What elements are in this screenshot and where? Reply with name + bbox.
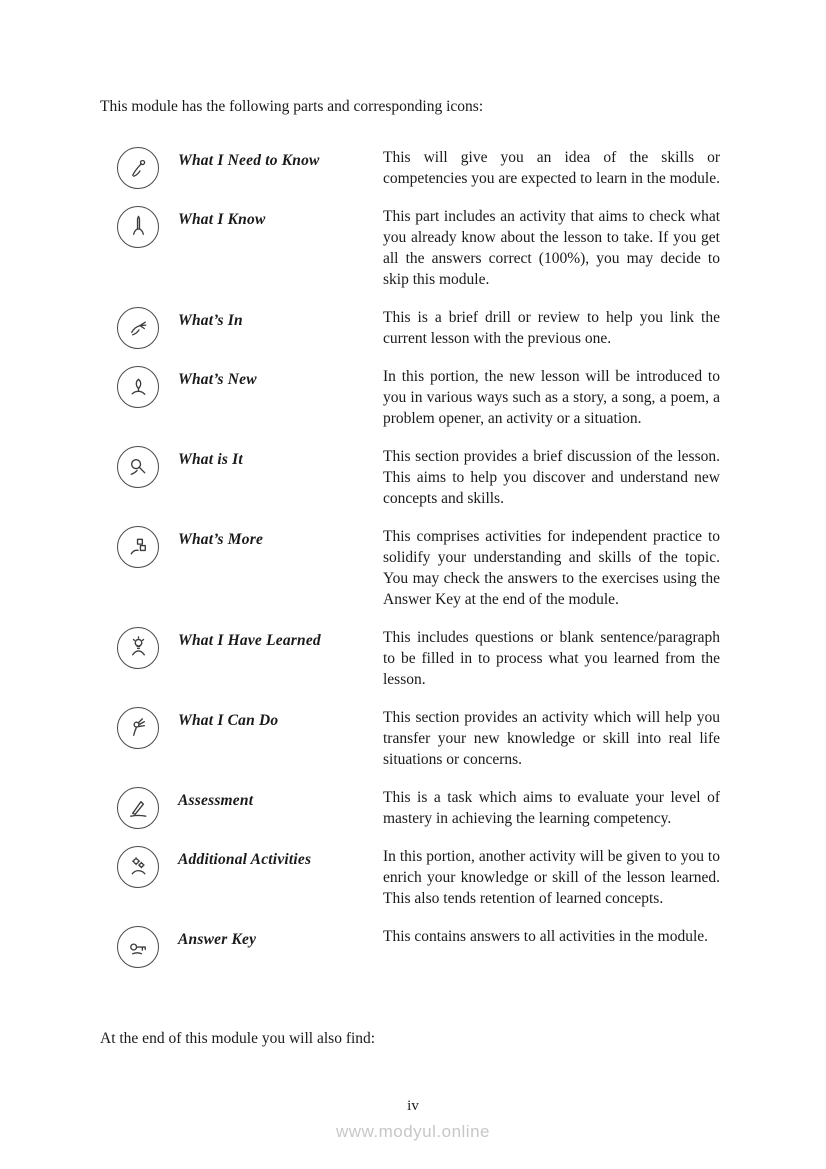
list-item [100, 446, 720, 509]
icon-cell [100, 926, 178, 968]
list-item [100, 926, 720, 968]
part-label: Assessment [178, 792, 254, 809]
part-description: This will give you an idea of the skills or competencies you are expected to learn in the module. [383, 149, 720, 187]
icon-cell [100, 526, 178, 568]
page-number: iv [407, 1098, 419, 1114]
list-item [100, 206, 720, 290]
hand-lightbulb-icon [117, 627, 159, 669]
part-description: This part includes an activity that aims to check what you already know about the lesson to take. If you get all the answers correct (100%), you may decide to skip this module. [383, 208, 720, 288]
part-description: This comprises activities for independent practice to solidify your understanding and skills of the topic. You may check the answers to the exercises using the Answer Key at the end of the module. [383, 528, 720, 608]
icon-cell [100, 446, 178, 488]
part-label: What I Need to Know [178, 152, 320, 169]
hand-holding-pen-icon [117, 206, 159, 248]
hand-link-icon [117, 307, 159, 349]
part-description: This includes questions or blank sentence/paragraph to be filled in to process what you learned from the lesson. [383, 629, 720, 688]
hand-gears-icon [117, 846, 159, 888]
part-description: In this portion, another activity will be given to you to enrich your knowledge or skill of the lesson learned. This also tends retention of learned concepts. [383, 848, 720, 907]
icon-glyph [125, 155, 152, 182]
part-description: This is a task which aims to evaluate your level of mastery in achieving the learning competency. [383, 789, 720, 827]
hand-ok-icon [117, 707, 159, 749]
icon-glyph [125, 315, 152, 342]
part-label: Answer Key [178, 931, 257, 948]
watermark-text: www.modyul.online [335, 1122, 490, 1141]
hand-writing-icon [117, 787, 159, 829]
part-label: What’s In [178, 312, 243, 329]
hand-sprout-icon [117, 366, 159, 408]
icon-glyph [125, 374, 152, 401]
icon-glyph [125, 934, 152, 961]
list-item [100, 787, 720, 829]
icon-cell [100, 206, 178, 248]
list-item [100, 526, 720, 610]
intro-text: This module has the following parts and corresponding icons: [100, 98, 484, 115]
magnifying-glass-icon [117, 446, 159, 488]
icon-glyph [125, 454, 152, 481]
hand-pointing-icon [117, 147, 159, 189]
list-item [100, 707, 720, 770]
list-item [100, 366, 720, 429]
hand-blocks-icon [117, 526, 159, 568]
part-label: What I Have Learned [178, 632, 321, 649]
part-description: This section provides a brief discussion of the lesson. This aims to help you discover and understand new concepts and skills. [383, 448, 720, 507]
part-description: This is a brief drill or review to help you link the current lesson with the previous one. [383, 309, 720, 347]
list-item [100, 627, 720, 690]
icon-glyph [125, 795, 152, 822]
part-label: What I Know [178, 211, 266, 228]
part-description: This contains answers to all activities in the module. [383, 928, 709, 945]
icon-glyph [125, 854, 152, 881]
icon-cell [100, 846, 178, 888]
icon-glyph [125, 214, 152, 241]
part-description: This section provides an activity which will help you transfer your new knowledge or skill into real life situations or concerns. [383, 709, 720, 768]
icon-cell [100, 366, 178, 408]
part-label: Additional Activities [178, 851, 312, 868]
icon-cell [100, 627, 178, 669]
icon-cell [100, 147, 178, 189]
icon-glyph [125, 534, 152, 561]
part-description: In this portion, the new lesson will be introduced to you in various ways such as a story, a song, a poem, a problem opener, an activity or a situation. [383, 368, 720, 427]
part-label: What’s New [178, 371, 257, 388]
footer-note: At the end of this module you will also find: [100, 1030, 376, 1047]
module-parts-list [100, 147, 720, 968]
list-item [100, 307, 720, 349]
list-item [100, 147, 720, 189]
key-icon [117, 926, 159, 968]
icon-glyph [125, 635, 152, 662]
icon-cell [100, 307, 178, 349]
icon-cell [100, 707, 178, 749]
icon-glyph [125, 715, 152, 742]
part-label: What is It [178, 451, 243, 468]
part-label: What I Can Do [178, 712, 279, 729]
part-label: What’s More [178, 531, 264, 548]
icon-cell [100, 787, 178, 829]
list-item [100, 846, 720, 909]
